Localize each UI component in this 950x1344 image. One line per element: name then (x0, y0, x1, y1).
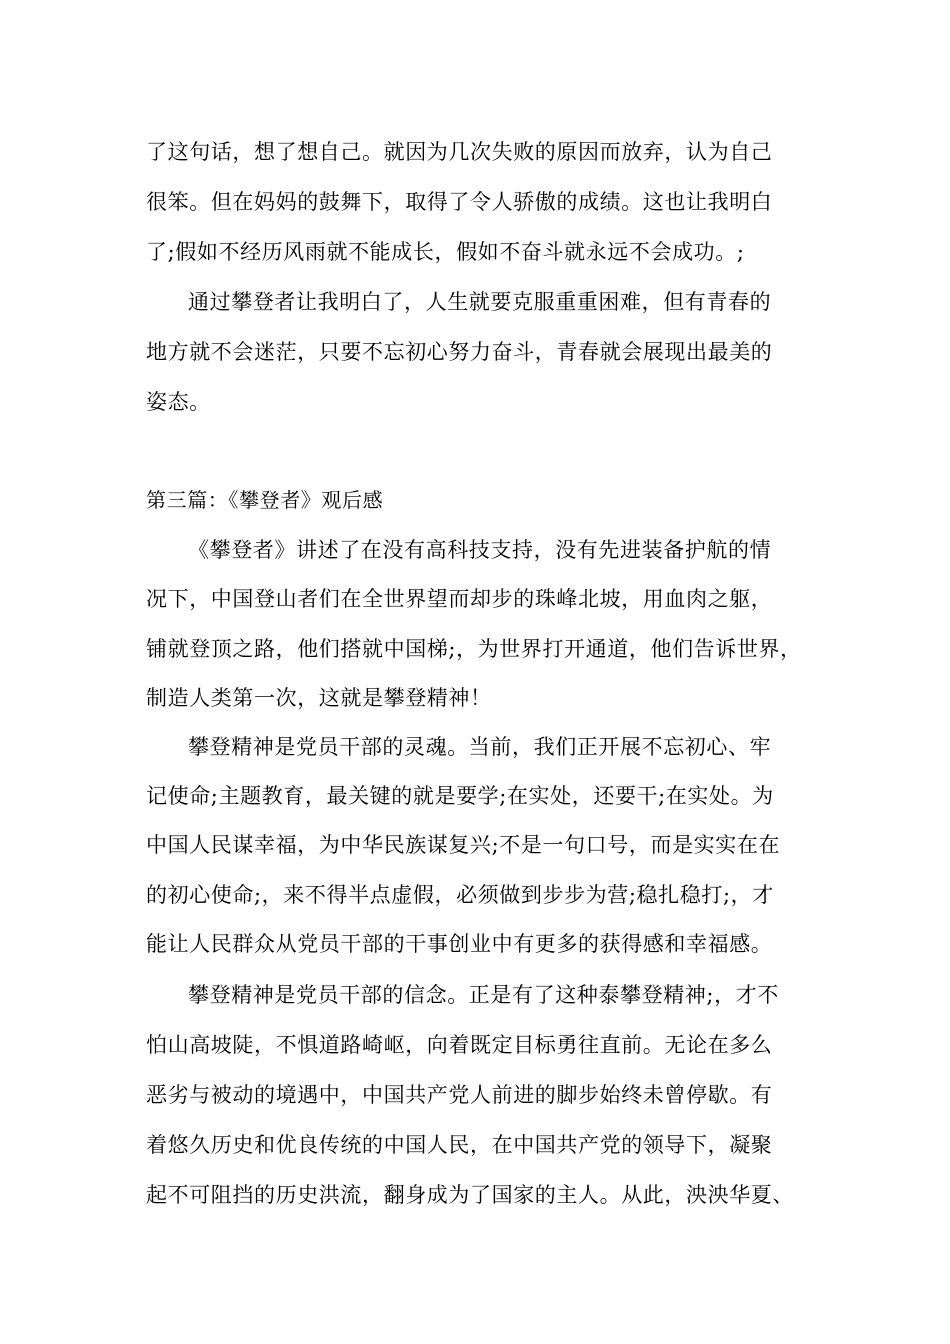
text-line: 记使命;主题教育，最关键的就是要学;在实处，还要干;在实处。为 (146, 784, 774, 808)
text-line: 姿态。 (146, 390, 211, 414)
text-line: 着悠久历史和优良传统的中国人民，在中国共产党的领导下，凝聚 (146, 1133, 773, 1157)
text-line: 了;假如不经历风雨就不能成长，假如不奋斗就永远不会成功。; (146, 240, 745, 264)
section-heading: 第三篇：《攀登者》观后感 (146, 488, 384, 512)
text-line: 了这句话，想了想自己。就因为几次失败的原因而放弃，认为自己 (146, 140, 773, 164)
paragraph-first-line: 攀登精神是党员干部的灵魂。当前，我们正开展不忘初心、牢 (188, 735, 772, 759)
text-line: 地方就不会迷茫，只要不忘初心努力奋斗，青春就会展现出最美的 (146, 340, 773, 364)
text-line: 的初心使命;，来不得半点虚假，必须做到步步为营;稳扎稳打;，才 (146, 883, 774, 907)
paragraph-first-line: 《攀登者》讲述了在没有高科技支持，没有先进装备护航的情 (188, 538, 772, 562)
text-line: 铺就登顶之路，他们搭就中国梯;，为世界打开通道，他们告诉世界， (146, 637, 802, 661)
text-line: 起不可阻挡的历史洪流，翻身成为了国家的主人。从此，泱泱华夏、 (146, 1183, 794, 1207)
text-line: 恶劣与被动的境遇中，中国共产党人前进的脚步始终未曾停歇。有 (146, 1083, 773, 1107)
text-line: 很笨。但在妈妈的鼓舞下，取得了令人骄傲的成绩。这也让我明白 (146, 190, 773, 214)
text-line: 怕山高坡陡，不惧道路崎岖，向着既定目标勇往直前。无论在多么 (146, 1033, 773, 1057)
text-line: 制造人类第一次，这就是攀登精神！ (146, 686, 492, 710)
paragraph-first-line: 通过攀登者让我明白了，人生就要克服重重困难，但有青春的 (188, 290, 772, 314)
text-line: 况下，中国登山者们在全世界望而却步的珠峰北坡，用血肉之躯， (146, 587, 773, 611)
text-line: 能让人民群众从党员干部的干事创业中有更多的获得感和幸福感。 (146, 932, 773, 956)
text-line: 中国人民谋幸福，为中华民族谋复兴;不是一句口号，而是实实在在 (146, 833, 781, 857)
paragraph-first-line: 攀登精神是党员干部的信念。正是有了这种泰攀登精神;，才不 (188, 983, 779, 1007)
